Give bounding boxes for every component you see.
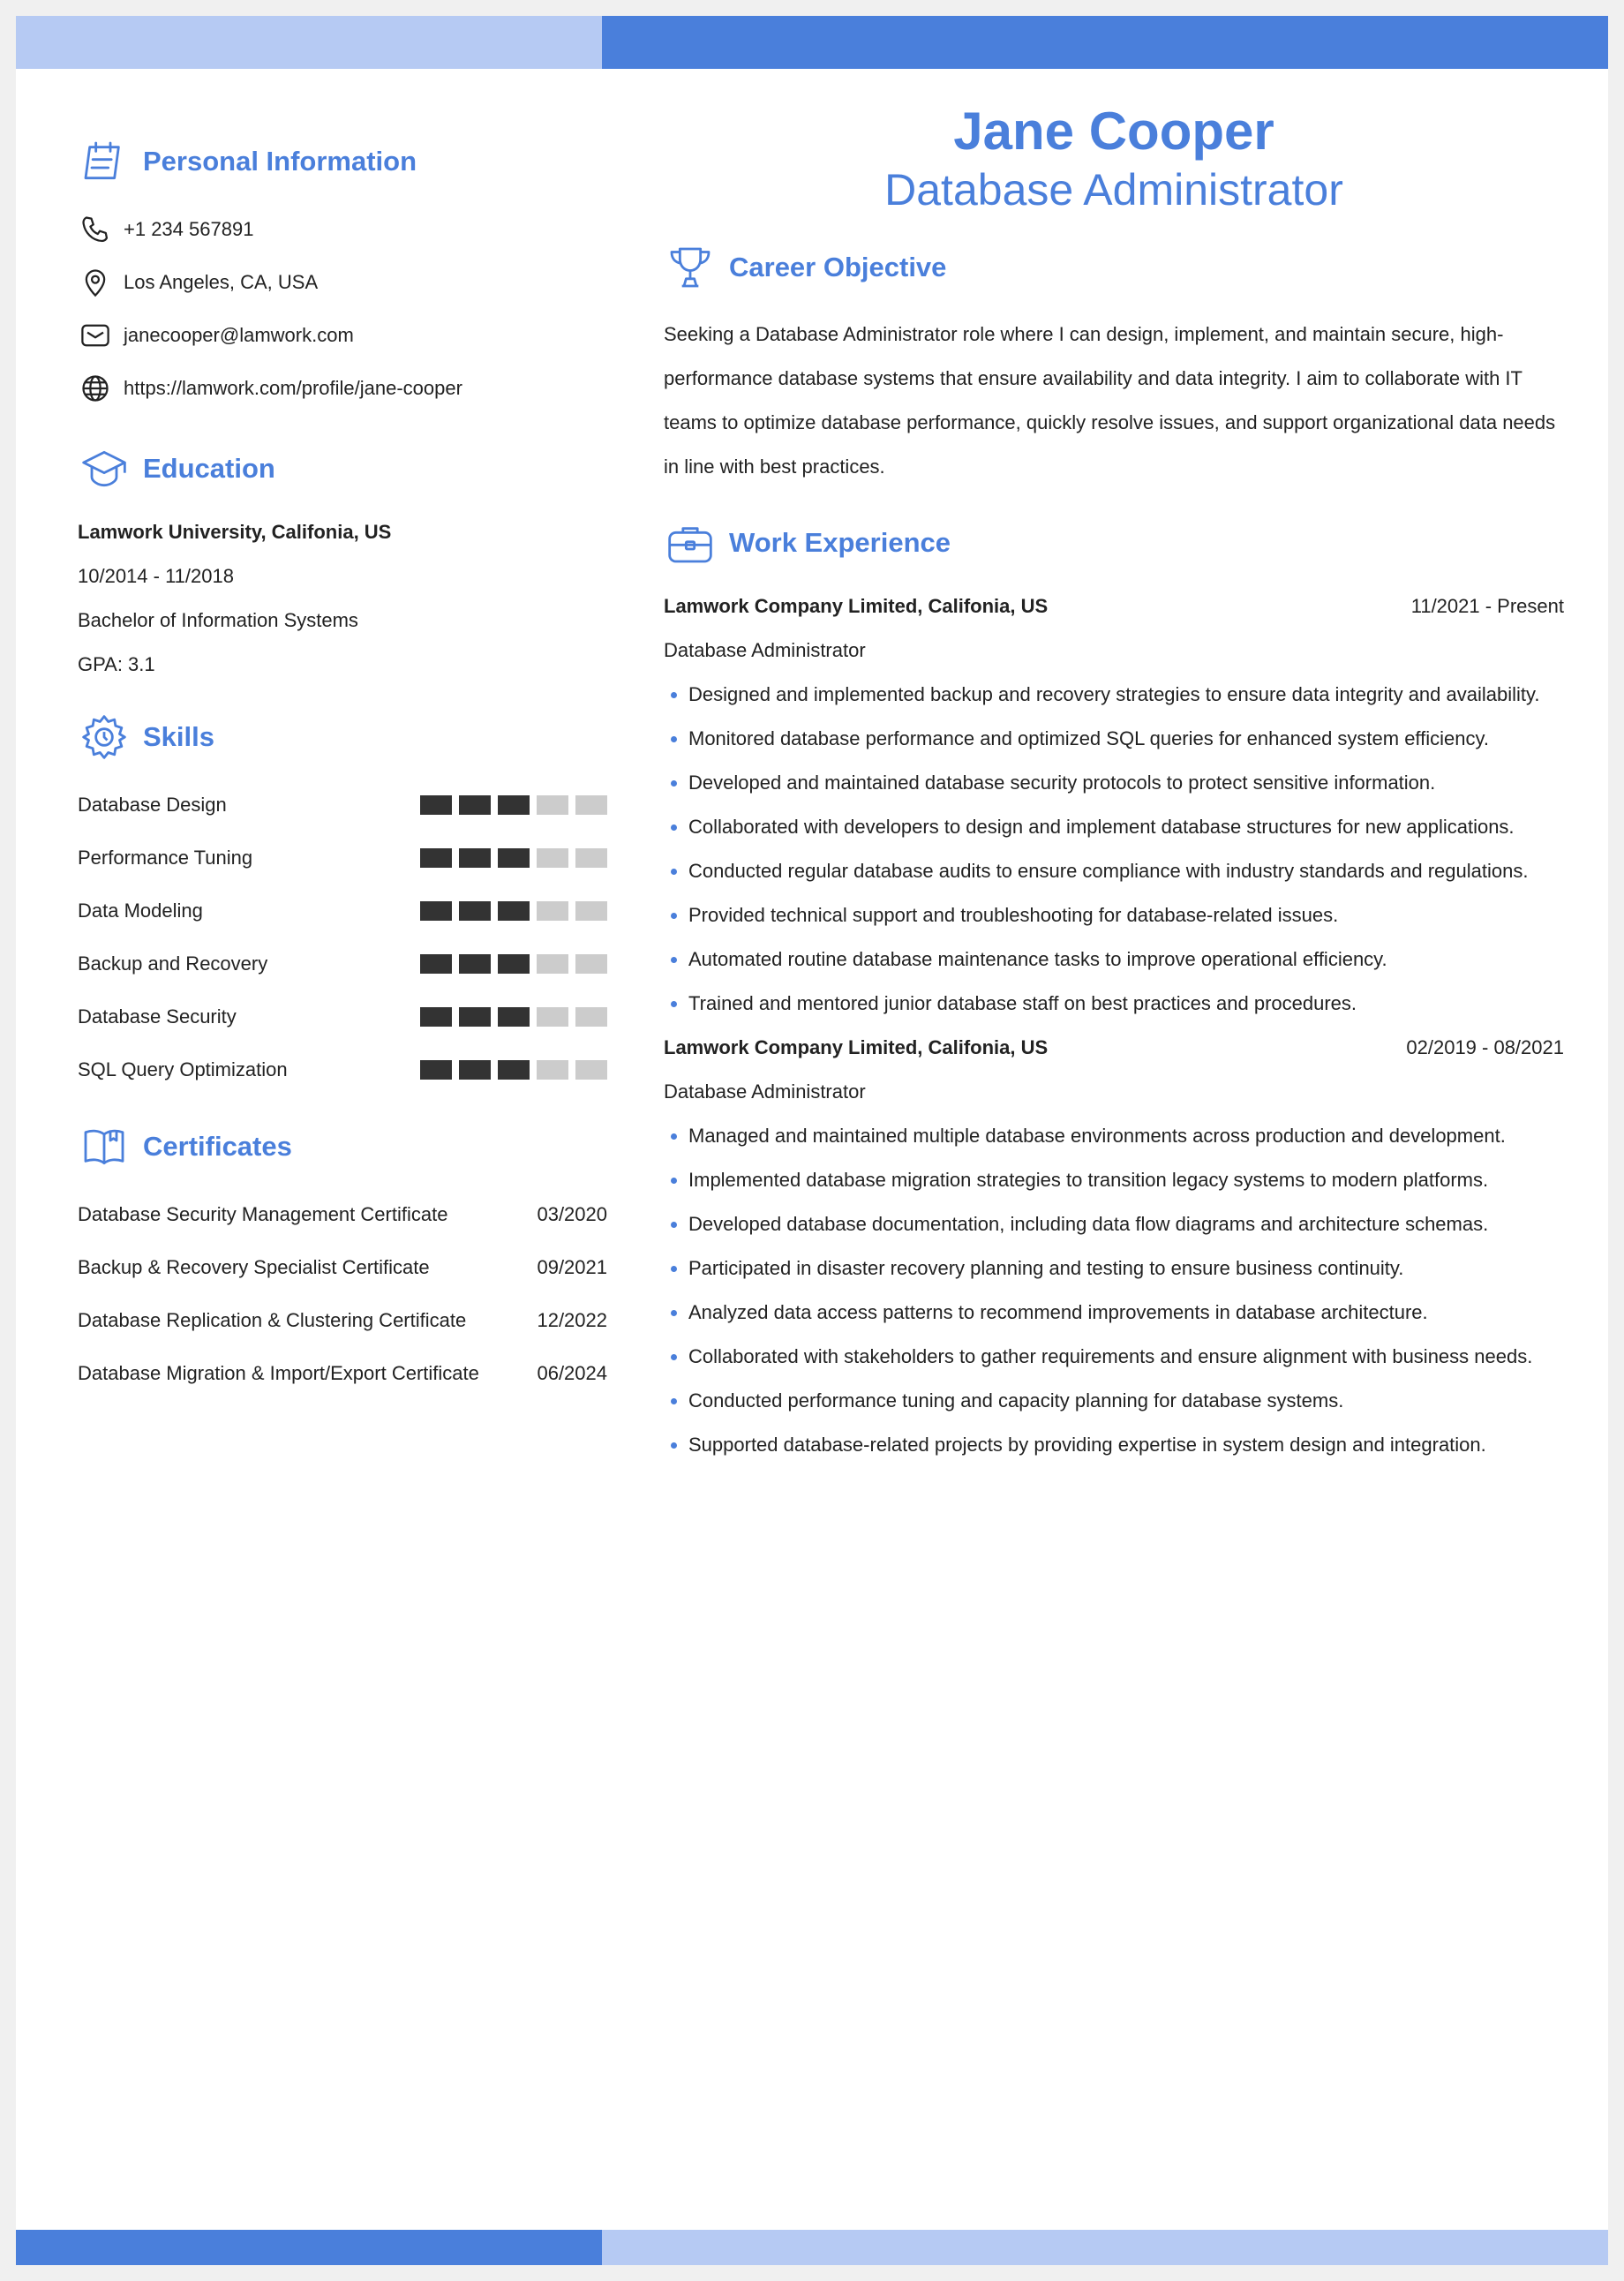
skill-name: Performance Tuning bbox=[78, 847, 253, 869]
job-company: Lamwork Company Limited, Califonia, US bbox=[664, 595, 1049, 617]
certificate-name: Backup & Recovery Specialist Certificate bbox=[78, 1256, 430, 1278]
skill-name: Database Security bbox=[78, 1005, 237, 1028]
certificate-date: 12/2022 bbox=[537, 1309, 607, 1331]
skill-level-segment bbox=[575, 795, 607, 815]
objective-text: Seeking a Database Administrator role where I can design, implement, and maintain secure, high-performance database systems that ensure availability and data integrity. I aim to collaborate with IT teams to optimize database performance, quickly resolve issues, and support organizational data needs in line with best practices. bbox=[664, 323, 1556, 478]
certificates-list bbox=[78, 1188, 607, 1400]
job-bullet: Supported database-related projects by providing expertise in system design and integration. bbox=[664, 1423, 1564, 1467]
job-bullet: Automated routine database maintenance tasks to improve operational efficiency. bbox=[664, 937, 1564, 982]
job-bullet: Implemented database migration strategies to transition legacy systems to modern platforms. bbox=[664, 1158, 1564, 1202]
certificate-date: 09/2021 bbox=[537, 1256, 607, 1278]
skill-level bbox=[420, 954, 607, 974]
job-bullet: Developed database documentation, including data flow diagrams and architecture schemas. bbox=[664, 1202, 1564, 1246]
job-bullet: Collaborated with stakeholders to gather requirements and ensure alignment with business needs. bbox=[664, 1335, 1564, 1379]
contact-website bbox=[78, 362, 607, 415]
right-column bbox=[664, 101, 1564, 1467]
job-bullet: Managed and maintained multiple database environments across production and development. bbox=[664, 1114, 1564, 1158]
skill-name: Backup and Recovery bbox=[78, 952, 268, 975]
skill-level-segment bbox=[420, 1007, 452, 1027]
certificate-date: 03/2020 bbox=[537, 1203, 607, 1225]
trophy-icon bbox=[664, 241, 717, 294]
briefcase-icon bbox=[664, 516, 717, 569]
job-bullet: Conducted performance tuning and capacity planning for database systems. bbox=[664, 1379, 1564, 1423]
location-pin-icon bbox=[78, 265, 113, 300]
skill-level-segment bbox=[575, 901, 607, 921]
certificate-name: Database Migration & Import/Export Certificate bbox=[78, 1362, 479, 1384]
certificate-row bbox=[78, 1241, 607, 1294]
email-text: janecooper@lamwork.com bbox=[124, 324, 354, 346]
left-column bbox=[78, 131, 607, 1400]
jobs-list bbox=[664, 584, 1564, 1467]
skills-title: Skills bbox=[143, 721, 214, 752]
education-title: Education bbox=[143, 453, 275, 484]
skill-level-segment bbox=[575, 1007, 607, 1027]
job-bullet: Trained and mentored junior database staff on best practices and procedures. bbox=[664, 982, 1564, 1026]
skill-level-segment bbox=[575, 954, 607, 974]
open-book-icon bbox=[78, 1120, 131, 1173]
skill-row bbox=[78, 779, 607, 832]
job-bullet: Collaborated with developers to design and implement database structures for new applications. bbox=[664, 805, 1564, 849]
skill-level-segment bbox=[420, 795, 452, 815]
bottom-bar-dark bbox=[16, 2230, 602, 2265]
skill-level-segment bbox=[459, 1007, 491, 1027]
globe-icon bbox=[78, 371, 113, 406]
skill-level-segment bbox=[420, 1060, 452, 1080]
phone-icon bbox=[78, 212, 113, 247]
contact-location bbox=[78, 256, 607, 309]
skill-level-segment bbox=[498, 1060, 530, 1080]
job-dates: 02/2019 - 08/2021 bbox=[1406, 1036, 1564, 1058]
skill-level bbox=[420, 848, 607, 868]
certificate-row bbox=[78, 1347, 607, 1400]
candidate-role: Database Administrator bbox=[884, 165, 1343, 215]
contact-email bbox=[78, 309, 607, 362]
job-position: Database Administrator bbox=[664, 639, 866, 661]
skill-level bbox=[420, 795, 607, 815]
top-bar-light bbox=[16, 16, 602, 69]
certificate-name: Database Security Management Certificate bbox=[78, 1203, 448, 1225]
contact-phone bbox=[78, 203, 607, 256]
skill-level-segment bbox=[537, 1060, 568, 1080]
job-dates: 11/2021 - Present bbox=[1410, 595, 1564, 617]
experience-section-header bbox=[664, 512, 1564, 574]
skill-level-segment bbox=[537, 795, 568, 815]
education-school: Lamwork University, Califonia, US bbox=[78, 521, 392, 543]
top-bar-dark bbox=[602, 16, 1608, 69]
phone-text: +1 234 567891 bbox=[124, 218, 254, 240]
skill-level-segment bbox=[498, 795, 530, 815]
skill-level-segment bbox=[537, 901, 568, 921]
experience-title: Work Experience bbox=[729, 527, 951, 558]
resume-page bbox=[16, 16, 1608, 2265]
education-dates: 10/2014 - 11/2018 bbox=[78, 565, 234, 587]
skills-section-header bbox=[78, 706, 607, 768]
job-bullet: Conducted regular database audits to ensure compliance with industry standards and regulations. bbox=[664, 849, 1564, 893]
skill-level-segment bbox=[537, 1007, 568, 1027]
personal-section-header bbox=[78, 131, 607, 192]
skill-level-segment bbox=[498, 1007, 530, 1027]
skill-name: Data Modeling bbox=[78, 900, 203, 922]
education-section-header bbox=[78, 438, 607, 500]
objective-title: Career Objective bbox=[729, 252, 947, 282]
email-icon bbox=[78, 318, 113, 353]
skill-level bbox=[420, 1060, 607, 1080]
education-gpa: GPA: 3.1 bbox=[78, 653, 155, 675]
job-company: Lamwork Company Limited, Califonia, US bbox=[664, 1036, 1049, 1058]
bottom-bar-light bbox=[602, 2230, 1608, 2265]
gear-clock-icon bbox=[78, 711, 131, 764]
job-bullets bbox=[664, 1114, 1564, 1467]
certificate-row bbox=[78, 1188, 607, 1241]
objective-section-header bbox=[664, 237, 1564, 298]
skill-level-segment bbox=[575, 848, 607, 868]
job-position: Database Administrator bbox=[664, 1080, 866, 1103]
skill-level-segment bbox=[459, 954, 491, 974]
job-bullet: Developed and maintained database security protocols to protect sensitive information. bbox=[664, 761, 1564, 805]
skill-level-segment bbox=[498, 954, 530, 974]
job-bullet: Provided technical support and troubleshooting for database-related issues. bbox=[664, 893, 1564, 937]
certificate-name: Database Replication & Clustering Certificate bbox=[78, 1309, 467, 1331]
skill-level-segment bbox=[420, 901, 452, 921]
skill-level-segment bbox=[420, 848, 452, 868]
website-text: https://lamwork.com/profile/jane-cooper bbox=[124, 377, 462, 399]
job-bullet: Analyzed data access patterns to recommend improvements in database architecture. bbox=[664, 1291, 1564, 1335]
calendar-note-icon bbox=[78, 135, 131, 188]
certificates-section-header bbox=[78, 1116, 607, 1178]
skill-level-segment bbox=[459, 795, 491, 815]
personal-title: Personal Information bbox=[143, 146, 417, 177]
education-degree: Bachelor of Information Systems bbox=[78, 609, 358, 631]
skill-level-segment bbox=[498, 901, 530, 921]
skill-row bbox=[78, 885, 607, 937]
skill-level-segment bbox=[420, 954, 452, 974]
skill-row bbox=[78, 1043, 607, 1096]
skill-level-segment bbox=[537, 848, 568, 868]
skills-list bbox=[78, 779, 607, 1096]
skill-level-segment bbox=[459, 848, 491, 868]
skill-level-segment bbox=[575, 1060, 607, 1080]
location-text: Los Angeles, CA, USA bbox=[124, 271, 319, 293]
skill-row bbox=[78, 937, 607, 990]
job-header bbox=[664, 1026, 1564, 1070]
skill-row bbox=[78, 832, 607, 885]
certificate-date: 06/2024 bbox=[537, 1362, 607, 1384]
skill-level-segment bbox=[537, 954, 568, 974]
skill-level bbox=[420, 901, 607, 921]
skill-name: SQL Query Optimization bbox=[78, 1058, 288, 1080]
certificate-row bbox=[78, 1294, 607, 1347]
job-bullets bbox=[664, 673, 1564, 1026]
skill-row bbox=[78, 990, 607, 1043]
certificates-title: Certificates bbox=[143, 1131, 292, 1162]
skill-level-segment bbox=[498, 848, 530, 868]
job-bullet: Monitored database performance and optimized SQL queries for enhanced system efficiency. bbox=[664, 717, 1564, 761]
skill-name: Database Design bbox=[78, 794, 227, 816]
job-bullet: Designed and implemented backup and recovery strategies to ensure data integrity and availability. bbox=[664, 673, 1564, 717]
job-header bbox=[664, 584, 1564, 629]
skill-level bbox=[420, 1007, 607, 1027]
candidate-name: Jane Cooper bbox=[953, 102, 1274, 161]
job-bullet: Participated in disaster recovery planning and testing to ensure business continuity. bbox=[664, 1246, 1564, 1291]
skill-level-segment bbox=[459, 1060, 491, 1080]
graduation-cap-icon bbox=[78, 442, 131, 495]
skill-level-segment bbox=[459, 901, 491, 921]
